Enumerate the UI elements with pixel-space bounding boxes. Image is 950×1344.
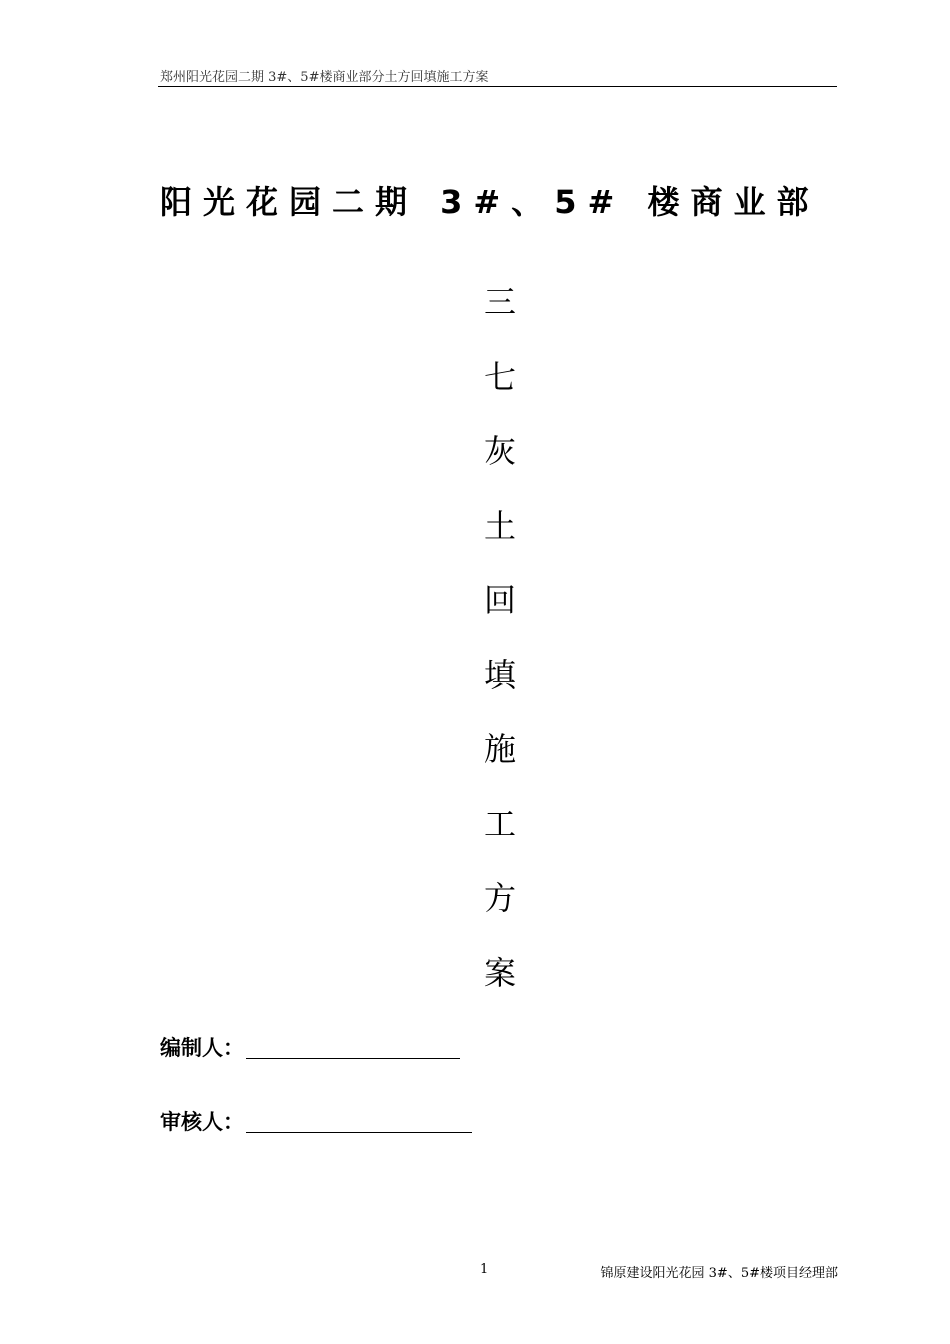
vertical-title-char: 填 — [483, 655, 516, 694]
reviewer-signature-row — [160, 1108, 472, 1136]
reviewer-signature-line — [246, 1110, 472, 1133]
document-title-line: 阳光花园二期 3#、5# 楼商业部 — [160, 183, 820, 221]
editor-label: 编制人： — [160, 1036, 244, 1060]
vertical-title-char: 回 — [483, 581, 516, 619]
vertical-title-char: 土 — [483, 506, 516, 545]
page-header-text: 郑州阳光花园二期 3#、5#楼商业部分土方回填施工方案 — [160, 70, 489, 85]
page-number: 1 — [480, 1262, 489, 1277]
header-rule — [158, 86, 837, 87]
vertical-title-char: 灰 — [483, 432, 516, 470]
reviewer-label: 审核人： — [160, 1110, 244, 1134]
footer-organization: 锦原建设阳光花园 3#、5#楼项目经理部 — [600, 1266, 838, 1281]
vertical-title-char: 三 — [483, 283, 516, 321]
vertical-title-char: 七 — [483, 357, 516, 396]
editor-signature-line — [246, 1036, 460, 1059]
vertical-title-char: 方 — [483, 879, 516, 917]
vertical-title-char: 案 — [483, 953, 516, 992]
vertical-title-char: 工 — [483, 804, 516, 843]
editor-signature-row — [160, 1034, 460, 1062]
vertical-title-char: 施 — [483, 730, 516, 768]
vertical-title — [480, 282, 520, 1027]
